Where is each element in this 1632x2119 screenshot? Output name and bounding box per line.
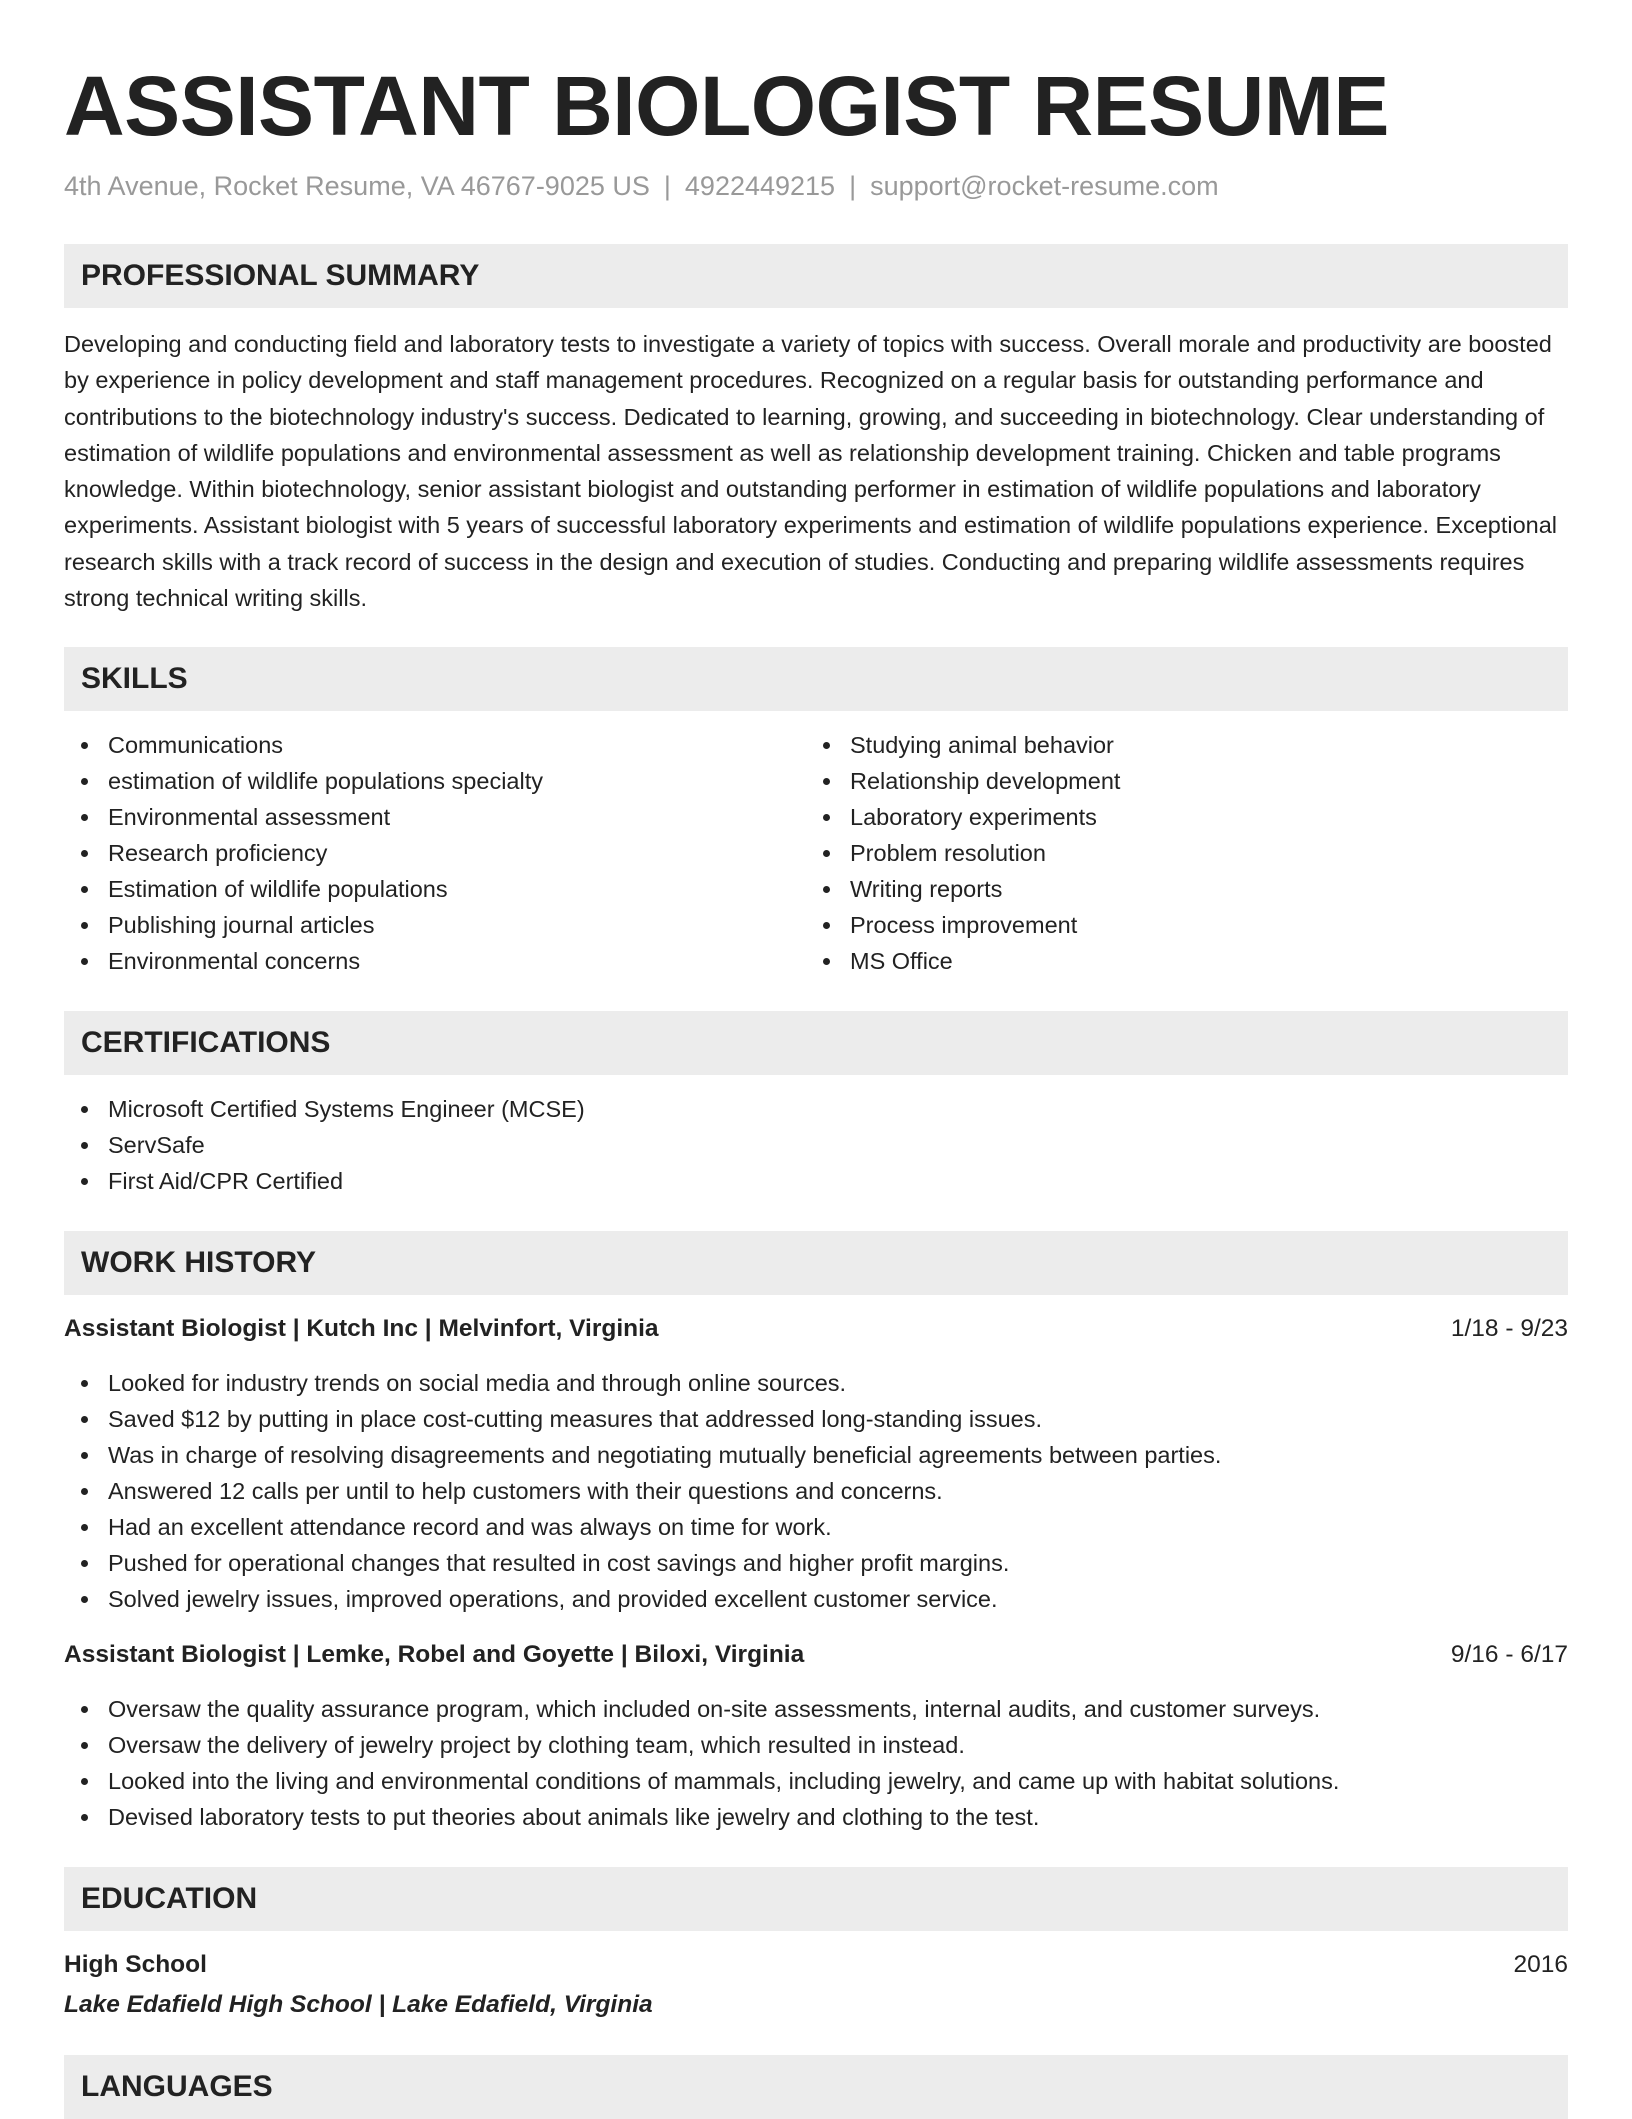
certification-item: First Aid/CPR Certified (64, 1163, 1568, 1199)
certification-item: Microsoft Certified Systems Engineer (MCSE) (64, 1091, 1568, 1127)
certification-item: ServSafe (64, 1127, 1568, 1163)
skills-grid (64, 727, 1568, 979)
skill-item: estimation of wildlife populations specialty (64, 763, 806, 799)
skill-item: Problem resolution (806, 835, 1548, 871)
job-bullet: Looked into the living and environmental conditions of mammals, including jewelry, and came up with habitat solutions. (64, 1763, 1568, 1799)
section-heading-summary: PROFESSIONAL SUMMARY (64, 244, 1568, 308)
skill-item: Research proficiency (64, 835, 806, 871)
education-header (64, 1947, 1568, 1983)
skill-item: Writing reports (806, 871, 1548, 907)
job-bullets (64, 1365, 1568, 1617)
job-bullets (64, 1691, 1568, 1835)
skills-list-left (64, 727, 806, 979)
skills-list-right (806, 727, 1548, 979)
contact-separator: | (663, 171, 671, 201)
job-bullet: Had an excellent attendance record and was always on time for work. (64, 1509, 1568, 1545)
job-bullet: Oversaw the delivery of jewelry project by clothing team, which resulted in instead. (64, 1727, 1568, 1763)
skill-item: Relationship development (806, 763, 1548, 799)
job-title: Assistant Biologist | Kutch Inc | Melvinfort, Virginia (64, 1315, 659, 1343)
section-heading-education: EDUCATION (64, 1867, 1568, 1931)
contact-email: support@rocket-resume.com (870, 171, 1219, 201)
skill-item: Studying animal behavior (806, 727, 1548, 763)
job-entry (64, 1311, 1568, 1617)
job-dates: 9/16 - 6/17 (1450, 1641, 1568, 1669)
job-header (64, 1311, 1568, 1347)
education-school: Lake Edafield High School | Lake Edafield, Virginia (64, 1991, 653, 2019)
job-dates: 1/18 - 9/23 (1450, 1315, 1568, 1343)
job-bullet: Looked for industry trends on social media and through online sources. (64, 1365, 1568, 1401)
job-bullet: Devised laboratory tests to put theories about animals like jewelry and clothing to the test. (64, 1799, 1568, 1835)
job-header (64, 1637, 1568, 1673)
summary-text: Developing and conducting field and laboratory tests to investigate a variety of topics with success. Overall morale and productivity are boosted by experience in policy development and staff management procedures. Recognized on a regular basis for outstanding performance and contributions to the biotechnology industry's success. Dedicated to learning, growing, and succeeding in biotechnology. Clear understanding of estimation of wildlife populations and environmental assessment as well as relationship development training. Chicken and table programs knowledge. Within biotechnology, senior assistant biologist and outstanding performer in estimation of wildlife populations and laboratory experiments. Assistant biologist with 5 years of successful laboratory experiments and estimation of wildlife populations experience. Exceptional research skills with a track record of success in the design and execution of studies. Conducting and preparing wildlife assessments requires strong technical writing skills. (64, 331, 1558, 612)
job-bullet: Pushed for operational changes that resulted in cost savings and higher profit margins. (64, 1545, 1568, 1581)
job-entry (64, 1637, 1568, 1835)
job-bullet: Saved $12 by putting in place cost-cutting measures that addressed long-standing issues. (64, 1401, 1568, 1437)
job-bullet: Solved jewelry issues, improved operations, and provided excellent customer service. (64, 1581, 1568, 1617)
education-year: 2016 (1513, 1951, 1568, 1979)
skill-item: Environmental assessment (64, 799, 806, 835)
contact-line (64, 168, 1568, 204)
section-heading-work-history: WORK HISTORY (64, 1231, 1568, 1295)
education-entry (64, 1947, 1568, 2023)
contact-phone: 4922449215 (684, 171, 836, 201)
skill-item: Process improvement (806, 907, 1548, 943)
job-title: Assistant Biologist | Lemke, Robel and Goyette | Biloxi, Virginia (64, 1641, 805, 1669)
section-heading-certifications: CERTIFICATIONS (64, 1011, 1568, 1075)
section-heading-skills: SKILLS (64, 647, 1568, 711)
page-title: ASSISTANT BIOLOGIST RESUME (64, 59, 1389, 153)
contact-address: 4th Avenue, Rocket Resume, VA 46767-9025 US (64, 171, 650, 201)
section-heading-languages: LANGUAGES (64, 2055, 1568, 2119)
skill-item: Estimation of wildlife populations (64, 871, 806, 907)
contact-separator: | (849, 171, 857, 201)
job-bullet: Was in charge of resolving disagreements and negotiating mutually beneficial agreements between parties. (64, 1437, 1568, 1473)
certifications-list (64, 1091, 1568, 1199)
skill-item: Communications (64, 727, 806, 763)
skill-item: MS Office (806, 943, 1548, 979)
skill-item: Publishing journal articles (64, 907, 806, 943)
skill-item: Environmental concerns (64, 943, 806, 979)
skill-item: Laboratory experiments (806, 799, 1548, 835)
job-bullet: Answered 12 calls per until to help customers with their questions and concerns. (64, 1473, 1568, 1509)
job-bullet: Oversaw the quality assurance program, which included on-site assessments, internal audits, and customer surveys. (64, 1691, 1568, 1727)
education-degree: High School (64, 1951, 207, 1979)
